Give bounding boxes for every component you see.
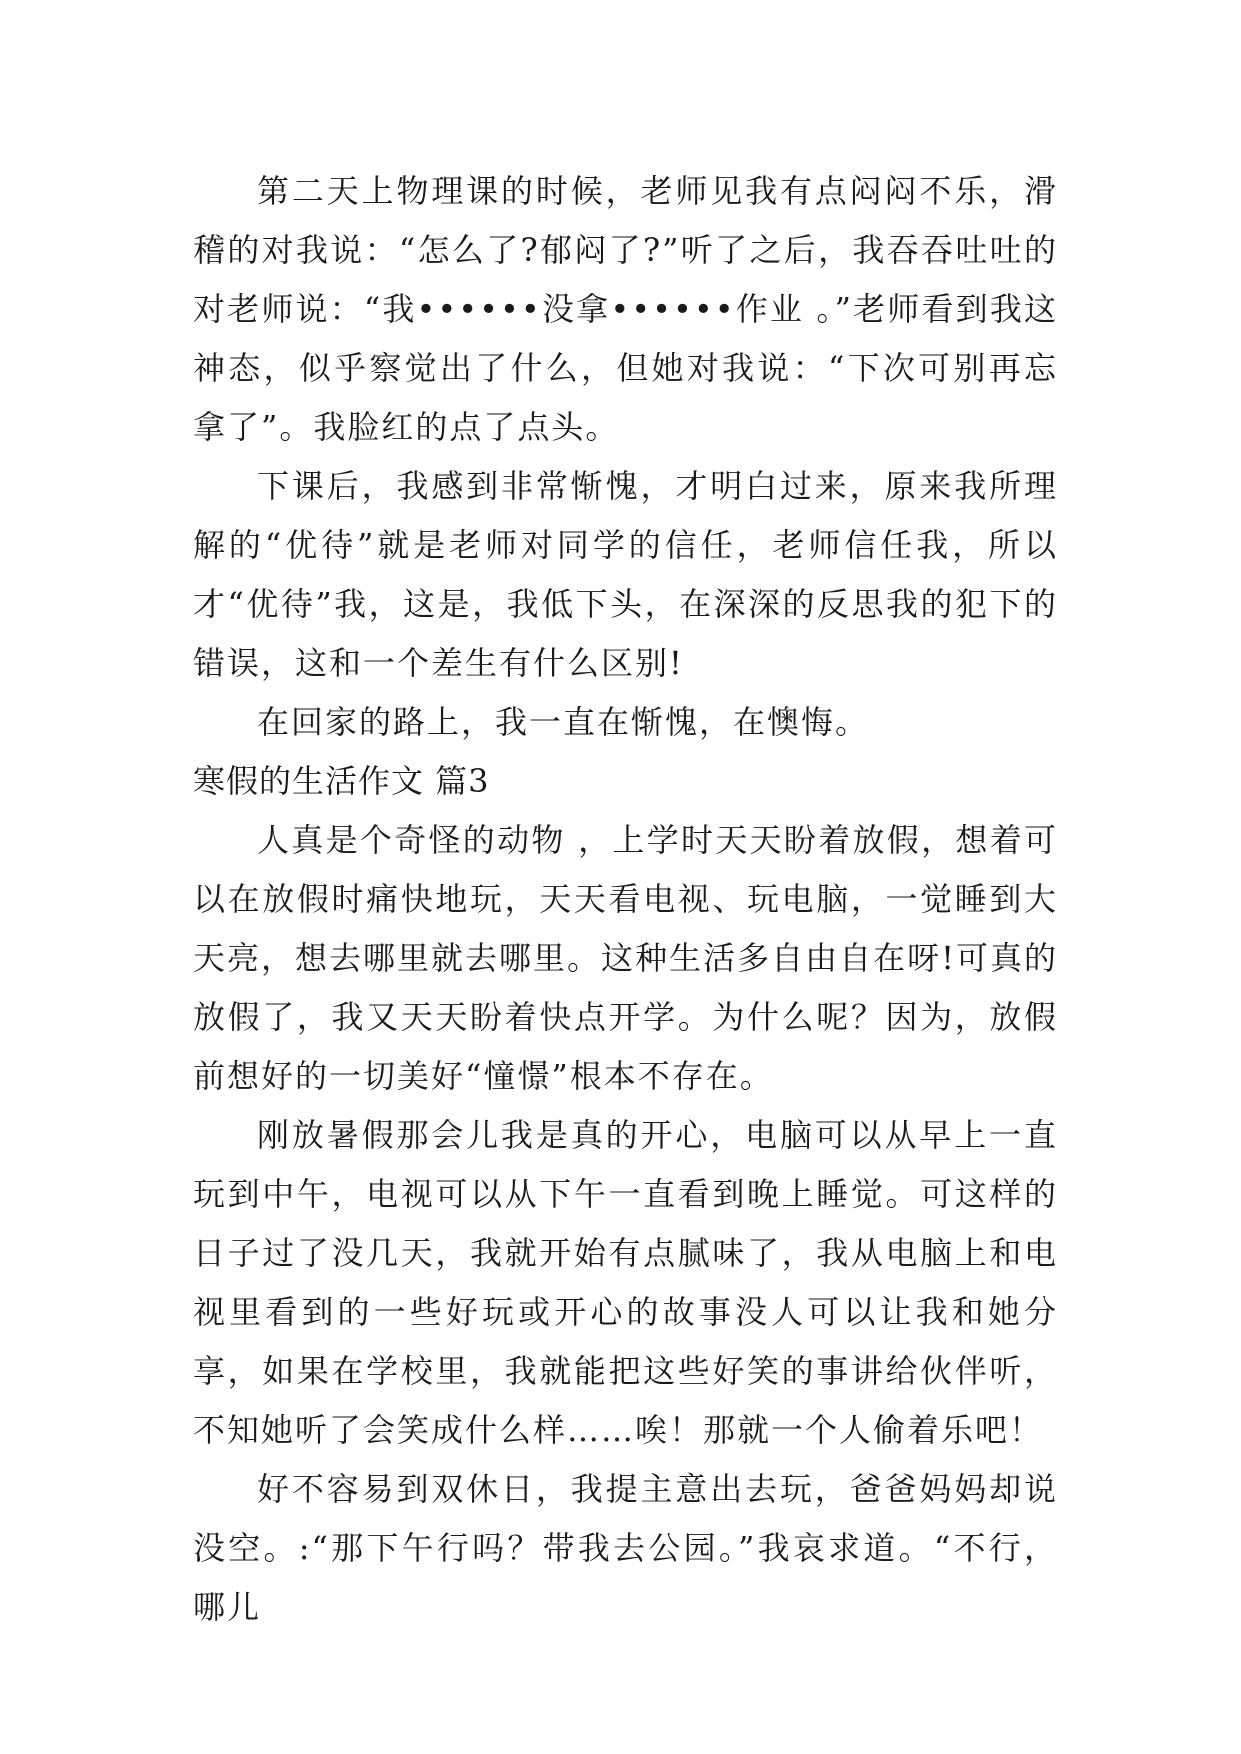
paragraph: 在回家的路上，我一直在惭愧，在懊悔。 [257, 703, 870, 741]
paragraph: 刚放暑假那会儿我是真的开心，电脑可以从早上一直玩到中午，电视可以从下午一直看到晚上睡觉。可这样的日子过了没几天，我就开始有点腻味了，我从电脑上和电视里看到的一些好玩或开心的故事没人可以让我和她分享，如果在学校里，我就能把这些好笑的事讲给伙伴听，不知她听了会笑成什么样……唉！那就一个人偷着乐吧！ [193, 1116, 1058, 1449]
document-page [193, 162, 1058, 1637]
section-heading: 寒假的生活作文 篇3 [193, 762, 490, 800]
paragraph: 下课后，我感到非常惭愧，才明白过来，原来我所理解的“优待”就是老师对同学的信任，老师信任我，所以才“优待”我，这是，我低下头，在深深的反思我的犯下的错误，这和一个差生有什么区别! [193, 467, 1058, 682]
paragraph: 第二天上物理课的时候，老师见我有点闷闷不乐，滑稽的对我说：“怎么了?郁闷了?”听了之后，我吞吞吐吐的对老师说：“我••••••没拿••••••作业 。”老师看到我这神态，似乎察觉出了什么，但她对我说：“下次可别再忘拿了”。我脸红的点了点头。 [193, 172, 1058, 446]
paragraph: 好不容易到双休日，我提主意出去玩，爸爸妈妈却说没空。:“那下午行吗？带我去公园。”我哀求道。“不行，哪儿 [193, 1470, 1058, 1626]
paragraph: 人真是个奇怪的动物 ，上学时天天盼着放假，想着可以在放假时痛快地玩，天天看电视、玩电脑，一觉睡到大天亮，想去哪里就去哪里。这种生活多自由自在呀!可真的放假了，我又天天盼着快点开学。为什么呢？因为，放假前想好的一切美好“憧憬”根本不存在。 [193, 821, 1058, 1095]
